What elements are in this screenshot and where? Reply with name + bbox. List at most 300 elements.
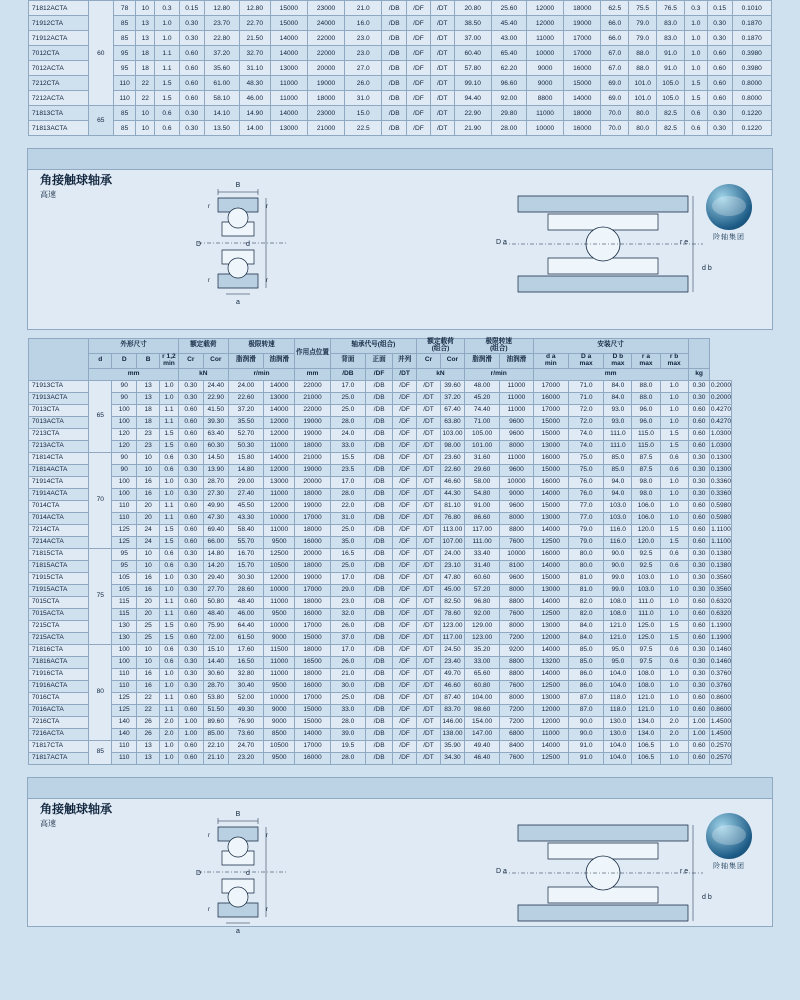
section-block-2 [27, 777, 773, 935]
cell-da: 69.0 [601, 91, 629, 106]
cell-a: 23.0 [345, 46, 382, 61]
cell-code: 7015ACTA [29, 608, 89, 620]
unit-rmin2: r/min [464, 368, 533, 380]
cell-c1: /DB [382, 121, 407, 136]
cell-c3: /DT [417, 380, 441, 392]
cell-a: 25.0 [330, 560, 365, 572]
cell-r: 0.60 [179, 91, 204, 106]
cell-B: 1.1 [155, 61, 180, 76]
header-ra: r a max [632, 353, 660, 368]
cell-c2: /DF [407, 46, 431, 61]
cell-r: 0.30 [179, 106, 204, 121]
cell-Cor: 21.50 [239, 31, 270, 46]
cell-da: 82.0 [568, 608, 603, 620]
cell-ra: 1.0 [660, 584, 688, 596]
table-row [29, 716, 772, 728]
cell-n1: 11000 [270, 76, 307, 91]
cell-rb: 0.30 [707, 16, 732, 31]
cell-Cr2: 49.70 [440, 668, 464, 680]
cell-c3: /DT [417, 668, 441, 680]
cell-Da: 90.0 [604, 560, 632, 572]
cell-w: 0.3980 [732, 61, 771, 76]
svg-text:r: r [266, 832, 268, 839]
cell-Da1: 91.0 [657, 61, 685, 76]
section-title-1: 角接触球轴承 [40, 173, 113, 187]
cell-d: 110 [112, 680, 137, 692]
cell-c2: /DF [393, 416, 417, 428]
cell-rb: 0.30 [688, 644, 710, 656]
cell-ra: 1.0 [660, 476, 688, 488]
cell-Cor2: 49.40 [464, 740, 499, 752]
cell-n1: 10000 [264, 512, 295, 524]
cell-c1: /DB [366, 644, 393, 656]
cell-Db: 103.0 [632, 584, 660, 596]
table-group-header [29, 339, 772, 354]
table-row [29, 404, 772, 416]
cell-Cor2: 86.60 [464, 512, 499, 524]
cell-n1: 12500 [264, 548, 295, 560]
cell-Da1: 91.0 [657, 46, 685, 61]
cell-n2: 18000 [295, 560, 330, 572]
cell-Cor: 46.00 [239, 91, 270, 106]
cell-c2: /DF [393, 476, 417, 488]
cell-B: 1.5 [160, 428, 179, 440]
cell-da: 76.0 [568, 476, 603, 488]
cell-a: 19.5 [330, 740, 365, 752]
header-Db: D b max [604, 353, 632, 368]
cell-d: 115 [112, 596, 137, 608]
cell-Cr2: 63.80 [440, 416, 464, 428]
cell-m1: 7200 [500, 632, 533, 644]
cell-da: 71.0 [568, 392, 603, 404]
cell-code: 7212CTA [29, 76, 89, 91]
cell-c1: /DB [366, 524, 393, 536]
cell-a: 28.0 [330, 752, 365, 764]
svg-text:r: r [208, 906, 210, 913]
cell-da: 62.5 [601, 1, 629, 16]
header-back: 背面 [330, 353, 365, 368]
cell-c3: /DT [417, 716, 441, 728]
cell-d: 78 [113, 1, 136, 16]
cell-D: 23 [137, 428, 160, 440]
cell-n2: 19000 [295, 464, 330, 476]
cell-r: 0.60 [178, 524, 203, 536]
cell-a: 17.0 [330, 572, 365, 584]
cell-Cor: 15.80 [228, 452, 263, 464]
cell-Cor2: 43.00 [491, 31, 526, 46]
cell-Cr2: 47.80 [440, 572, 464, 584]
cell-a: 23.0 [345, 31, 382, 46]
cell-c3: /DT [417, 656, 441, 668]
cell-m2: 15000 [564, 76, 601, 91]
cell-m2: 19000 [564, 16, 601, 31]
unit-mm-a: mm [295, 368, 330, 380]
cell-r: 0.60 [178, 512, 203, 524]
cell-w: 0.1010 [732, 1, 771, 16]
cell-da: 86.0 [568, 668, 603, 680]
cell-c1: /DB [366, 488, 393, 500]
cell-Cor: 24.70 [228, 740, 263, 752]
cell-ra: 1.0 [660, 668, 688, 680]
cell-Cor2: 31.60 [464, 452, 499, 464]
cell-Cor2: 96.80 [464, 596, 499, 608]
cell-D: 16 [137, 488, 160, 500]
cell-Db: 115.0 [632, 428, 660, 440]
cell-D: 13 [137, 380, 160, 392]
cell-B: 1.0 [160, 584, 179, 596]
cell-m2: 15000 [533, 416, 568, 428]
cell-d: 100 [112, 404, 137, 416]
cell-da: 91.0 [568, 752, 603, 764]
cell-Db: 88.0 [632, 380, 660, 392]
cell-Cr2: 67.40 [440, 404, 464, 416]
cell-a: 25.0 [330, 392, 365, 404]
cell-Da: 116.0 [604, 524, 632, 536]
cell-da: 91.0 [568, 740, 603, 752]
cell-code: 7012CTA [29, 46, 89, 61]
cell-m2: 18000 [564, 1, 601, 16]
cell-c2: /DF [393, 548, 417, 560]
cell-Cr: 41.50 [203, 404, 228, 416]
cell-c2: /DF [393, 560, 417, 572]
cell-ra: 0.6 [660, 656, 688, 668]
cell-ra: 1.5 [660, 428, 688, 440]
cell-code: 71812ACTA [29, 1, 89, 16]
cell-Cor2: 74.40 [464, 404, 499, 416]
cell-Da: 130.0 [604, 728, 632, 740]
cell-code: 7215ACTA [29, 632, 89, 644]
cell-Cor: 43.30 [228, 512, 263, 524]
svg-text:a: a [236, 927, 240, 935]
cell-c1: /DB [366, 560, 393, 572]
cell-c2: /DF [393, 488, 417, 500]
cell-ra: 1.0 [660, 692, 688, 704]
cell-m2: 17000 [564, 46, 601, 61]
cell-c1: /DB [366, 500, 393, 512]
cell-d: 90 [112, 380, 137, 392]
cell-Cr: 66.00 [203, 536, 228, 548]
cell-code: 71916CTA [29, 668, 89, 680]
unit-dt: /DT [393, 368, 417, 380]
cell-c2: /DF [407, 106, 431, 121]
cell-n2: 18000 [295, 440, 330, 452]
cell-a: 23.5 [330, 464, 365, 476]
cell-c3: /DT [417, 596, 441, 608]
cell-a: 33.0 [330, 440, 365, 452]
cell-m2: 13000 [533, 440, 568, 452]
cell-r: 0.60 [178, 740, 203, 752]
cell-m2: 12000 [533, 704, 568, 716]
cell-Cor2: 60.80 [464, 680, 499, 692]
cell-Cr2: 78.60 [440, 608, 464, 620]
cell-d: 85 [113, 106, 136, 121]
cell-r: 0.60 [178, 596, 203, 608]
cell-code: 7013ACTA [29, 416, 89, 428]
cell-da: 82.0 [568, 596, 603, 608]
cell-a: 23.0 [330, 596, 365, 608]
cell-Cor: 37.20 [228, 404, 263, 416]
cell-code: 71913CTA [29, 380, 89, 392]
cell-Da: 104.0 [604, 740, 632, 752]
cell-c3: /DT [430, 46, 454, 61]
svg-text:r: r [208, 278, 210, 284]
cell-Cr: 14.40 [203, 656, 228, 668]
cell-n2: 16000 [295, 536, 330, 548]
cell-r: 0.30 [178, 668, 203, 680]
cell-r: 0.60 [179, 76, 204, 91]
cell-Cor2: 29.80 [491, 106, 526, 121]
cell-Da: 95.0 [604, 656, 632, 668]
cell-r: 0.60 [178, 536, 203, 548]
unit-mm3: mm [533, 368, 688, 380]
cell-Cor: 15.70 [228, 560, 263, 572]
cell-c2: /DF [393, 440, 417, 452]
cell-n2: 18000 [295, 668, 330, 680]
cell-B: 1.5 [160, 536, 179, 548]
cell-c1: /DB [366, 704, 393, 716]
table-row [29, 91, 772, 106]
cell-c1: /DB [366, 596, 393, 608]
cell-w: 0.2000 [710, 380, 732, 392]
cell-Da: 90.0 [604, 548, 632, 560]
cell-Db: 111.0 [632, 608, 660, 620]
cell-m1: 7600 [500, 680, 533, 692]
unit-mm: mm [89, 368, 178, 380]
cell-da: 87.0 [568, 704, 603, 716]
cell-n2: 19000 [295, 428, 330, 440]
cell-Cor2: 33.00 [464, 656, 499, 668]
cell-w: 0.6320 [710, 608, 732, 620]
cell-Cr: 89.60 [203, 716, 228, 728]
cell-B: 1.1 [155, 46, 180, 61]
cell-Da1: 83.0 [657, 16, 685, 31]
cell-Cor: 29.00 [228, 476, 263, 488]
cell-n2: 20000 [307, 61, 344, 76]
cell-c3: /DT [417, 680, 441, 692]
cell-m1: 10000 [500, 476, 533, 488]
table-row [29, 121, 772, 136]
cell-n1: 13000 [264, 476, 295, 488]
cell-code: 71817CTA [29, 740, 89, 752]
cell-Cor2: 105.00 [464, 428, 499, 440]
cell-ra: 1.0 [660, 392, 688, 404]
cell-Cr2: 107.00 [440, 536, 464, 548]
cell-Cr2: 22.90 [454, 106, 491, 121]
cell-Cr: 72.00 [203, 632, 228, 644]
cell-Db: 125.0 [632, 620, 660, 632]
cell-B: 1.5 [160, 440, 179, 452]
cell-rb: 0.30 [688, 584, 710, 596]
cell-Cor: 28.60 [228, 584, 263, 596]
cell-Da: 111.0 [604, 428, 632, 440]
cell-Cor2: 129.00 [464, 620, 499, 632]
cell-n2: 17000 [295, 740, 330, 752]
cell-c1: /DB [366, 392, 393, 404]
cell-a: 25.0 [330, 692, 365, 704]
cell-c2: /DF [393, 752, 417, 764]
cell-c1: /DB [366, 416, 393, 428]
cell-d: 110 [112, 500, 137, 512]
cell-a: 31.0 [330, 512, 365, 524]
cell-c3: /DT [417, 464, 441, 476]
cell-d: 85 [113, 31, 136, 46]
cell-m1: 8000 [500, 620, 533, 632]
cell-n2: 15000 [295, 716, 330, 728]
cell-Cor2: 57.20 [464, 584, 499, 596]
cell-code: 7216CTA [29, 716, 89, 728]
bearing-section-drawing-2 [178, 807, 308, 939]
cell-n1: 9500 [264, 536, 295, 548]
cell-Cr2: 23.40 [440, 656, 464, 668]
cell-c3: /DT [417, 584, 441, 596]
cell-d: 90 [112, 392, 137, 404]
cell-c2: /DF [393, 728, 417, 740]
cell-rb: 0.60 [688, 536, 710, 548]
cell-D: 22 [136, 76, 155, 91]
table-row [29, 680, 772, 692]
cell-a: 31.0 [345, 91, 382, 106]
cell-w: 1.1900 [710, 620, 732, 632]
cell-Cor: 23.20 [228, 752, 263, 764]
table-row [29, 76, 772, 91]
cell-d: 120 [112, 428, 137, 440]
cell-m2: 16000 [564, 61, 601, 76]
cell-rb: 0.60 [688, 752, 710, 764]
cell-Cor: 61.50 [228, 632, 263, 644]
cell-B: 1.5 [155, 91, 180, 106]
cell-n1: 13000 [270, 121, 307, 136]
table-row [29, 644, 772, 656]
cell-Cor2: 31.40 [464, 560, 499, 572]
cell-Da: 104.0 [604, 680, 632, 692]
cell-rb: 0.60 [688, 632, 710, 644]
cell-d: 90 [112, 452, 137, 464]
cell-r: 0.60 [178, 500, 203, 512]
cell-w: 0.1460 [710, 656, 732, 668]
cell-B: 1.1 [160, 404, 179, 416]
cell-rb: 0.60 [707, 91, 732, 106]
cell-c3: /DT [430, 106, 454, 121]
cell-rb: 0.30 [688, 488, 710, 500]
cell-code: 71915ACTA [29, 584, 89, 596]
cell-Cor2: 92.00 [464, 608, 499, 620]
cell-m2: 14000 [533, 560, 568, 572]
cell-da: 72.0 [568, 404, 603, 416]
cell-da: 75.0 [568, 464, 603, 476]
cell-Cr2: 87.40 [440, 692, 464, 704]
cell-Cor: 22.70 [239, 16, 270, 31]
cell-c1: /DB [382, 76, 407, 91]
cell-Da1: 82.5 [657, 121, 685, 136]
cell-Cor2: 91.00 [464, 500, 499, 512]
cell-c3: /DT [417, 452, 441, 464]
cell-c2: /DF [407, 1, 431, 16]
cell-Cor: 45.50 [228, 500, 263, 512]
cell-c2: /DF [393, 632, 417, 644]
cell-m1: 12000 [526, 16, 563, 31]
cell-ra: 1.5 [660, 632, 688, 644]
cell-n2: 20000 [295, 548, 330, 560]
cell-code: 7214ACTA [29, 536, 89, 548]
cell-Cor: 30.40 [228, 680, 263, 692]
cell-n1: 10500 [264, 740, 295, 752]
cell-Cr2: 39.60 [440, 380, 464, 392]
cell-ra: 1.5 [660, 524, 688, 536]
cell-n1: 10500 [264, 560, 295, 572]
cell-Cor2: 54.80 [464, 488, 499, 500]
figure-area-1 [28, 170, 772, 318]
cell-c2: /DF [393, 536, 417, 548]
cell-Db: 92.5 [632, 548, 660, 560]
cell-c3: /DT [430, 1, 454, 16]
cell-code: 71816CTA [29, 644, 89, 656]
svg-text:r: r [266, 278, 268, 284]
cell-a: 21.0 [330, 668, 365, 680]
cell-m1: 9600 [500, 428, 533, 440]
cell-c3: /DT [417, 476, 441, 488]
cell-r: 0.30 [178, 656, 203, 668]
cell-a: 26.0 [330, 656, 365, 668]
cell-Cor2: 147.00 [464, 728, 499, 740]
cell-rb: 0.30 [707, 31, 732, 46]
cell-Cr: 22.90 [203, 392, 228, 404]
cell-Cr: 23.70 [204, 16, 239, 31]
cell-da: 69.0 [601, 76, 629, 91]
cell-B: 1.0 [160, 572, 179, 584]
cell-da: 74.0 [568, 440, 603, 452]
cell-c1: /DB [366, 752, 393, 764]
cell-m2: 15000 [533, 500, 568, 512]
cell-n1: 11000 [270, 91, 307, 106]
cell-c3: /DT [417, 740, 441, 752]
cell-Cor2: 92.00 [491, 91, 526, 106]
table-row [29, 488, 772, 500]
cell-rb: 0.60 [707, 46, 732, 61]
cell-r: 0.60 [178, 752, 203, 764]
cell-Cor2: 58.00 [464, 476, 499, 488]
cell-code: 7215CTA [29, 620, 89, 632]
cell-Cr2: 60.40 [454, 46, 491, 61]
cell-d: 100 [112, 488, 137, 500]
bearing-section-drawing [178, 178, 308, 310]
cell-n1: 10000 [264, 692, 295, 704]
unit-kg: kg [688, 368, 710, 380]
cell-d: 130 [112, 632, 137, 644]
cell-c3: /DT [430, 61, 454, 76]
cell-ra: 1.0 [685, 16, 708, 31]
header-B: B [137, 353, 160, 368]
cell-m1: 8400 [500, 740, 533, 752]
cell-D: 26 [137, 716, 160, 728]
cell-da: 81.0 [568, 572, 603, 584]
cell-c3: /DT [417, 752, 441, 764]
cell-Cor: 52.00 [228, 692, 263, 704]
header-rb: r b max [660, 353, 688, 368]
cell-d: 125 [112, 524, 137, 536]
cell-n1: 10000 [264, 620, 295, 632]
cell-rb: 0.60 [688, 440, 710, 452]
svg-text:r: r [266, 906, 268, 913]
cell-a: 17.0 [330, 380, 365, 392]
cell-c1: /DB [366, 512, 393, 524]
cell-Db: 96.0 [632, 416, 660, 428]
cell-Cor2: 65.40 [491, 46, 526, 61]
header-Da: D a max [568, 353, 603, 368]
cell-D: 13 [137, 392, 160, 404]
cell-c2: /DF [393, 620, 417, 632]
cell-Cor2: 35.20 [464, 644, 499, 656]
cell-da: 70.0 [601, 121, 629, 136]
